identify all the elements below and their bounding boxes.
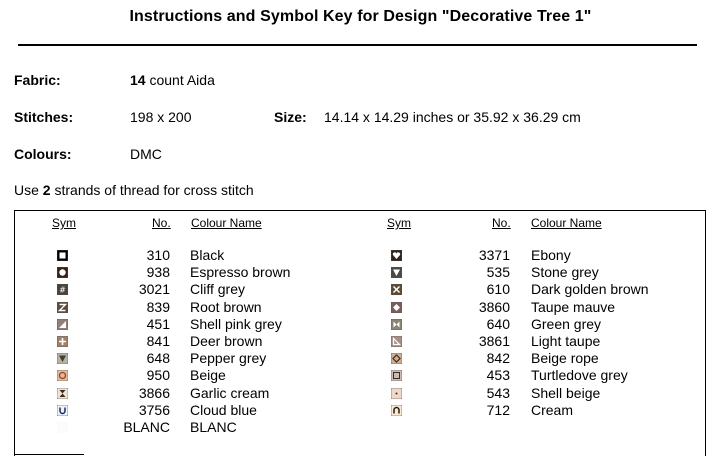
colour-name: Cliff grey [190,281,245,298]
bowtie-icon [391,319,402,330]
stitches-label: Stitches: [14,109,74,125]
key-row-right [0,385,721,402]
header-name-right: Colour Name [531,216,602,230]
table-bottom-rule [14,454,84,455]
colour-name: Ebony [531,247,571,263]
dmc-number: 648 [146,350,170,367]
colour-name: Garlic cream [190,384,270,401]
blank-icon [57,422,68,433]
dmc-number: 310 [146,247,170,263]
key-row-right [0,367,721,384]
key-row-right [0,402,721,419]
key-row-right [0,316,721,333]
size-value: 14.14 x 14.29 inches or 35.92 x 36.29 cm [324,109,581,125]
dmc-number: 841 [146,333,170,349]
colour-name: Black [190,247,225,263]
key-row-right [0,247,721,264]
corner-triangle-icon [391,336,402,347]
dmc-number: 3860 [478,298,510,315]
dmc-number: 842 [486,350,510,367]
key-row-right [0,333,721,350]
dmc-number: 451 [146,315,170,332]
arch-icon [391,405,402,416]
title-underline [18,44,697,46]
dmc-number: 712 [486,401,510,418]
stitches-value: 198 x 200 [130,109,192,125]
page-title: Instructions and Symbol Key for Design "Decorative Tree 1" [129,8,592,25]
hollow-diamond-icon [391,353,402,364]
down-triangle-icon [391,267,402,278]
dmc-number: 950 [146,367,170,384]
colour-name: Beige rope [531,350,599,367]
colour-name: Shell beige [531,384,601,401]
svg-text:#: # [59,285,66,295]
colour-name: Taupe mauve [531,298,616,315]
colour-name: BLANC [190,419,237,435]
colour-name: Deer brown [190,333,263,349]
colour-name: Green grey [531,315,602,332]
fabric-value [130,72,215,88]
dmc-number: 535 [486,264,510,281]
fabric-label: Fabric: [14,72,61,88]
strands-count: 2 [42,182,51,198]
colour-name: Shell pink grey [190,315,282,332]
key-row-left [0,419,721,436]
strands-suffix: strands of thread for cross stitch [50,182,254,198]
fabric-unit: count Aida [149,72,215,88]
colour-name: Cloud blue [190,401,257,418]
colour-name: Stone grey [531,264,599,281]
dmc-number: 3861 [478,333,510,349]
key-row-right [0,264,721,281]
dmc-number: 3866 [138,384,170,401]
header-name-left: Colour Name [191,216,262,230]
dmc-number: 839 [146,298,170,315]
colour-name: Turtledove grey [531,367,628,384]
bars-icon [391,370,402,381]
colour-name: Espresso brown [190,264,291,281]
header-sym-left: Sym [52,216,76,230]
dmc-number: 938 [146,264,170,281]
dmc-number: 453 [486,367,510,384]
dmc-number: 3021 [138,281,170,298]
dot-icon [391,388,402,399]
heart-icon [391,250,402,261]
colour-name: Cream [531,401,574,418]
diamond-icon [391,302,402,313]
colour-name: Pepper grey [190,350,267,367]
dmc-number: 640 [486,315,510,332]
dmc-number: 543 [486,384,510,401]
key-row-right [0,350,721,367]
dmc-number: BLANC [123,419,170,435]
key-row-right [0,299,721,316]
fabric-count: 14 [130,72,146,88]
colour-name: Dark golden brown [531,281,649,298]
colour-name: Root brown [190,298,262,315]
x-icon [391,284,402,295]
dmc-number: 610 [486,281,510,298]
colour-name: Beige [190,367,226,384]
header-no-left: No. [152,216,171,230]
colour-name: Light taupe [531,333,601,349]
dmc-number: 3371 [478,247,510,263]
colours-value: DMC [130,146,162,162]
colours-label: Colours: [14,146,72,162]
dmc-number: 3756 [138,401,170,418]
header-sym-right: Sym [387,216,411,230]
key-row-right [0,281,721,298]
header-no-right: No. [492,216,511,230]
strands-instruction [14,182,254,198]
strands-prefix: Use [14,182,43,198]
size-label: Size: [274,109,307,125]
